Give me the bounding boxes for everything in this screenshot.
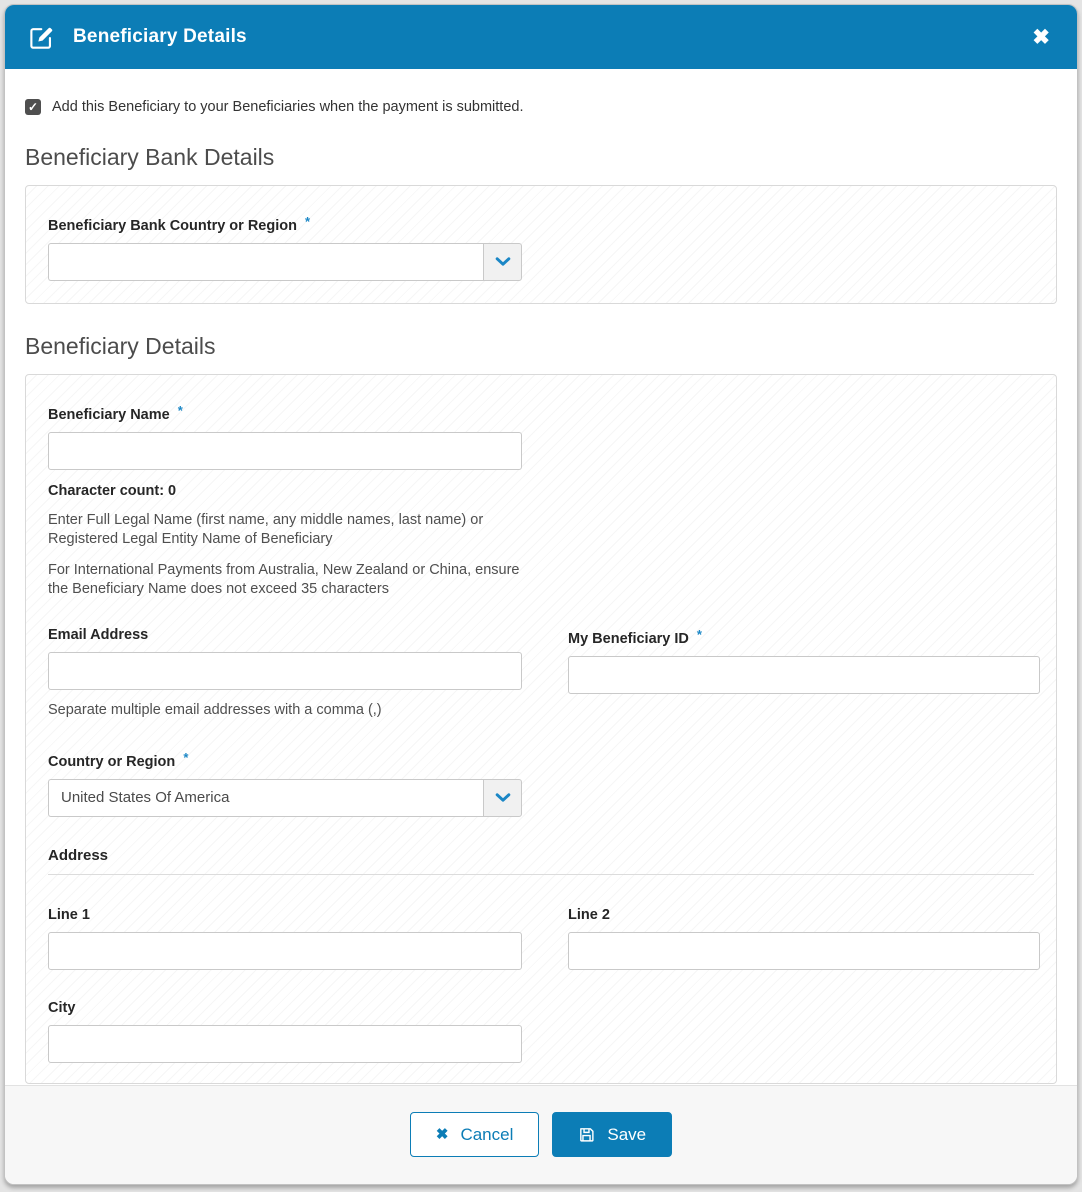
beneficiary-name-label (48, 403, 1034, 423)
required-asterisk: * (177, 403, 183, 418)
bank-country-value[interactable] (48, 243, 483, 281)
country-value[interactable]: United States Of America (48, 779, 483, 817)
chevron-down-icon (495, 793, 511, 803)
line2-input[interactable] (568, 932, 1040, 970)
beneficiary-name-label-text: Beneficiary Name (48, 407, 170, 423)
beneficiary-details-heading: Beneficiary Details (25, 333, 216, 359)
modal-footer (5, 1085, 1077, 1184)
character-count: Character count: 0 (48, 483, 177, 499)
save-label: Save (607, 1124, 647, 1144)
cancel-button[interactable] (410, 1112, 540, 1157)
city-input[interactable] (48, 1025, 522, 1063)
email-hint: Separate multiple email addresses with a comma (,) (48, 701, 382, 718)
chevron-down-icon (495, 257, 511, 267)
beneficiary-name-input[interactable] (48, 432, 522, 470)
beneficiary-details-panel (25, 374, 1057, 1084)
beneficiary-id-label (568, 627, 1040, 647)
cancel-x-icon: ✖ (435, 1126, 449, 1143)
line1-field-group (48, 907, 522, 970)
add-beneficiary-label: Add this Beneficiary to your Beneficiaries when the payment is submitted. (52, 99, 524, 115)
city-field-group (48, 1000, 1034, 1063)
email-field-group (48, 627, 522, 718)
name-help-text-2: For International Payments from Australia, New Zealand or China, ensure the Beneficiary Name does not exceed 35 characters (48, 562, 520, 598)
email-label: Email Address (48, 626, 149, 643)
check-icon: ✓ (27, 100, 39, 114)
add-beneficiary-row (25, 99, 1057, 115)
edit-icon (28, 24, 55, 51)
address-line-row (48, 907, 1034, 970)
close-icon: ✖ (1032, 25, 1050, 49)
country-select[interactable] (48, 779, 522, 817)
bank-country-dropdown-button[interactable] (483, 243, 522, 281)
email-input[interactable] (48, 652, 522, 690)
bank-country-select[interactable] (48, 243, 522, 281)
required-asterisk: * (183, 749, 189, 765)
cancel-label: Cancel (460, 1124, 514, 1144)
beneficiary-id-field-group (568, 627, 1040, 694)
beneficiary-details-modal (4, 4, 1078, 1185)
modal-header (5, 5, 1077, 69)
name-help-text-1: Enter Full Legal Name (first name, any middle names, last name) or Registered Legal Entity Name of Beneficiary (48, 512, 484, 548)
required-asterisk: * (305, 214, 311, 229)
bank-details-heading: Beneficiary Bank Details (25, 144, 275, 170)
beneficiary-id-label-text: My Beneficiary ID (568, 630, 689, 647)
email-id-row (48, 627, 1034, 718)
required-asterisk: * (696, 626, 702, 642)
bank-country-label-text: Beneficiary Bank Country or Region (48, 218, 297, 234)
close-button[interactable] (1028, 23, 1054, 52)
country-field-group (48, 750, 1034, 817)
city-label: City (48, 999, 76, 1016)
line2-field-group (568, 907, 1040, 970)
add-beneficiary-checkbox[interactable] (25, 99, 41, 115)
save-icon (578, 1126, 595, 1143)
save-button[interactable] (552, 1112, 672, 1157)
country-label-text: Country or Region (48, 753, 176, 770)
country-label (48, 750, 1034, 770)
bank-details-panel (25, 185, 1057, 304)
page-title: Beneficiary Details (73, 26, 247, 47)
bank-country-label (48, 214, 1034, 234)
modal-body (5, 69, 1077, 1085)
line1-label: Line 1 (48, 906, 90, 923)
country-dropdown-button[interactable] (483, 779, 522, 817)
beneficiary-id-input[interactable] (568, 656, 1040, 694)
line2-label: Line 2 (568, 906, 610, 923)
line1-input[interactable] (48, 932, 522, 970)
address-heading: Address (48, 847, 1034, 875)
